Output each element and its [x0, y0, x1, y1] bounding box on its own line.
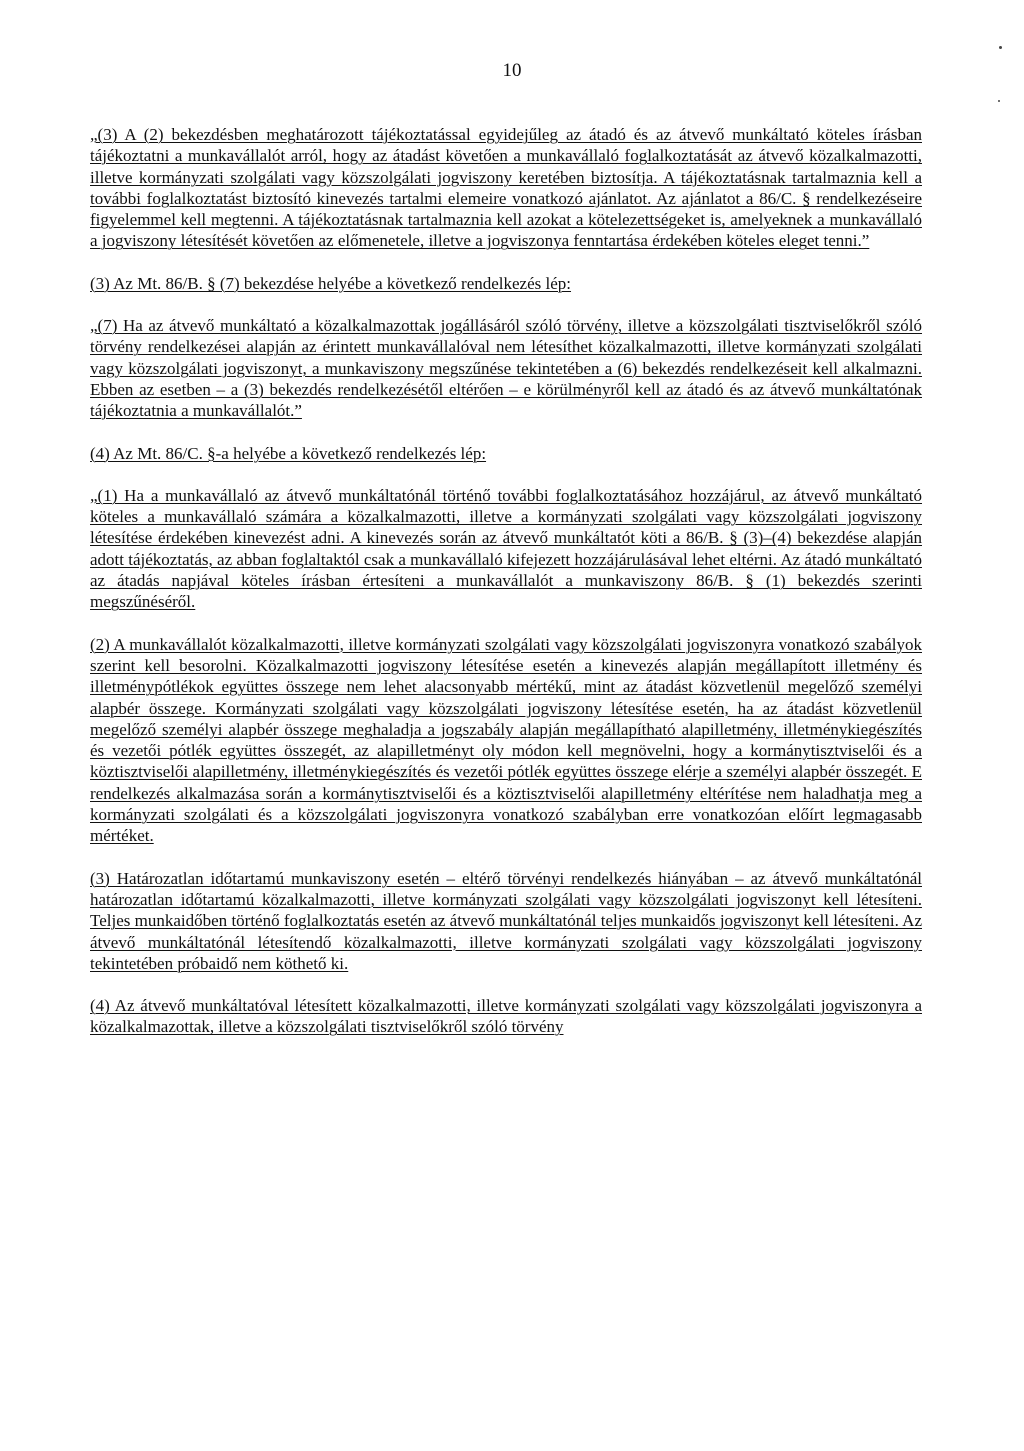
- scan-speck: [999, 46, 1002, 49]
- document-body: [90, 124, 922, 1038]
- scan-speck: [998, 100, 1000, 102]
- paragraph-quote-3: „(3) A (2) bekezdésben meghatározott tájékoztatással egyidejűleg az átadó és az átvevő munkáltató köteles írásban tájékoztatni a munkavállalót arról, hogy az átadást követően a munkavállaló foglalkoztatását az átvevő közalkalmazotti, illetve kormányzati szolgálati vagy közszolgálati jogviszony keretében biztosítja. A tájékoztatásnak tartalmaznia kell a további foglalkoztatást biztosító kinevezés tartalmi elemeire vonatkozó ajánlatot. Az ajánlatot a 86/C. § rendelkezéseire figyelemmel kell megtenni. A tájékoztatásnak tartalmaznia kell azokat a kötelezettségeket is, amelyeknek a munkavállaló a jogviszony létesítését követően az előmenetele, illetve a jogviszonya fenntartása érdekében köteles eleget tenni.”: [90, 125, 922, 251]
- paragraph-3: (3) Határozatlan időtartamú munkaviszony esetén – eltérő törvényi rendelkezés hiányában – az átvevő munkáltatónál határozatlan időtartamú közalkalmazotti, illetve kormányzati szolgálati vagy közszolgálati jogviszonyt kell létesíteni. Teljes munkaidőben történő foglalkoztatás esetén az átvevő munkáltatónál teljes munkaidős jogviszonyt kell létesíteni. Az átvevő munkáltatónál létesítendő közalkalmazotti, illetve kormányzati szolgálati vagy közszolgálati jogviszony tekintetében próbaidő nem köthető ki.: [90, 868, 922, 973]
- paragraph-quote-7: „(7) Ha az átvevő munkáltató a közalkalmazottak jogállásáról szóló törvény, illetve a közszolgálati tisztviselőkről szóló törvény rendelkezései alapján az érintett munkavállalóval nem létesíthet közalkalmazotti, illetve kormányzati szolgálati vagy közszolgálati jogviszonyt, a munkaviszony megszűnése tekintetében a (6) bekezdés rendelkezéseit kell alkalmazni. Ebben az esetben – a (3) bekezdés rendelkezésétől eltérően – e körülményről kell az átadó és az átvevő munkáltatónak tájékoztatnia a munkavállalót.”: [90, 316, 922, 421]
- page-number: 10: [502, 60, 522, 81]
- paragraph-4: (4) Az átvevő munkáltatóval létesített közalkalmazotti, illetve kormányzati szolgálati vagy közszolgálati jogviszonyra a közalkalmazottak, illetve a közszolgálati tisztviselőkről szóló törvény: [90, 996, 922, 1037]
- paragraph-amendment-4: (4) Az Mt. 86/C. §-a helyébe a következő rendelkezés lép:: [90, 443, 487, 463]
- paragraph-2: (2) A munkavállalót közalkalmazotti, illetve kormányzati szolgálati vagy közszolgálati jogviszonyra vonatkozó szabályok szerint kell besorolni. Közalkalmazotti jogviszony létesítése esetén a kinevezés alapján megállapított illetmény és illetménypótlékok együttes összege nem lehet alacsonyabb mértékű, mint az átadást közvetlenül megelőző személyi alapbér összege. Kormányzati szolgálati vagy közszolgálati jogviszony létesítése esetén, ha az átadást közvetlenül megelőző személyi alapbér összege meghaladja a jogszabály alapján megállapítható alapilletmény, illetménykiegészítés és vezetői pótlék együttes összegét, az alapilletményt oly módon kell megnövelni, hogy a kormánytisztviselői és a köztisztviselői alapilletmény, illetménykiegészítés és vezetői pótlék együttes összege elérje a személyi alapbér összegét. E rendelkezés alkalmazása során a kormánytisztviselői és a köztisztviselői alapilletmény eltérítése nem haladhatja meg a kormányzati szolgálati és a közszolgálati jogviszonyra vonatkozó szabályban erre vonatkozóan előírt legmagasabb mértéket.: [90, 634, 922, 846]
- paragraph-quote-1: „(1) Ha a munkavállaló az átvevő munkáltatónál történő további foglalkoztatásához hozzájárul, az átvevő munkáltató köteles a munkavállaló számára a közalkalmazotti, illetve a kormányzati szolgálati vagy közszolgálati jogviszony létesítése érdekében kinevezést adni. A kinevezés során az átvevő munkáltatót köti a 86/B. § (3)–(4) bekezdése alapján adott tájékoztatás, az abban foglaltaktól csak a munkavállaló kifejezett hozzájárulásával lehet eltérni. Az átadó munkáltató az átadás napjával köteles írásban értesíteni a munkavállalót a munkaviszony 86/B. § (1) bekezdés szerinti megszűnéséről.: [90, 485, 922, 612]
- paragraph-amendment-3: (3) Az Mt. 86/B. § (7) bekezdése helyébe a következő rendelkezés lép:: [90, 273, 572, 293]
